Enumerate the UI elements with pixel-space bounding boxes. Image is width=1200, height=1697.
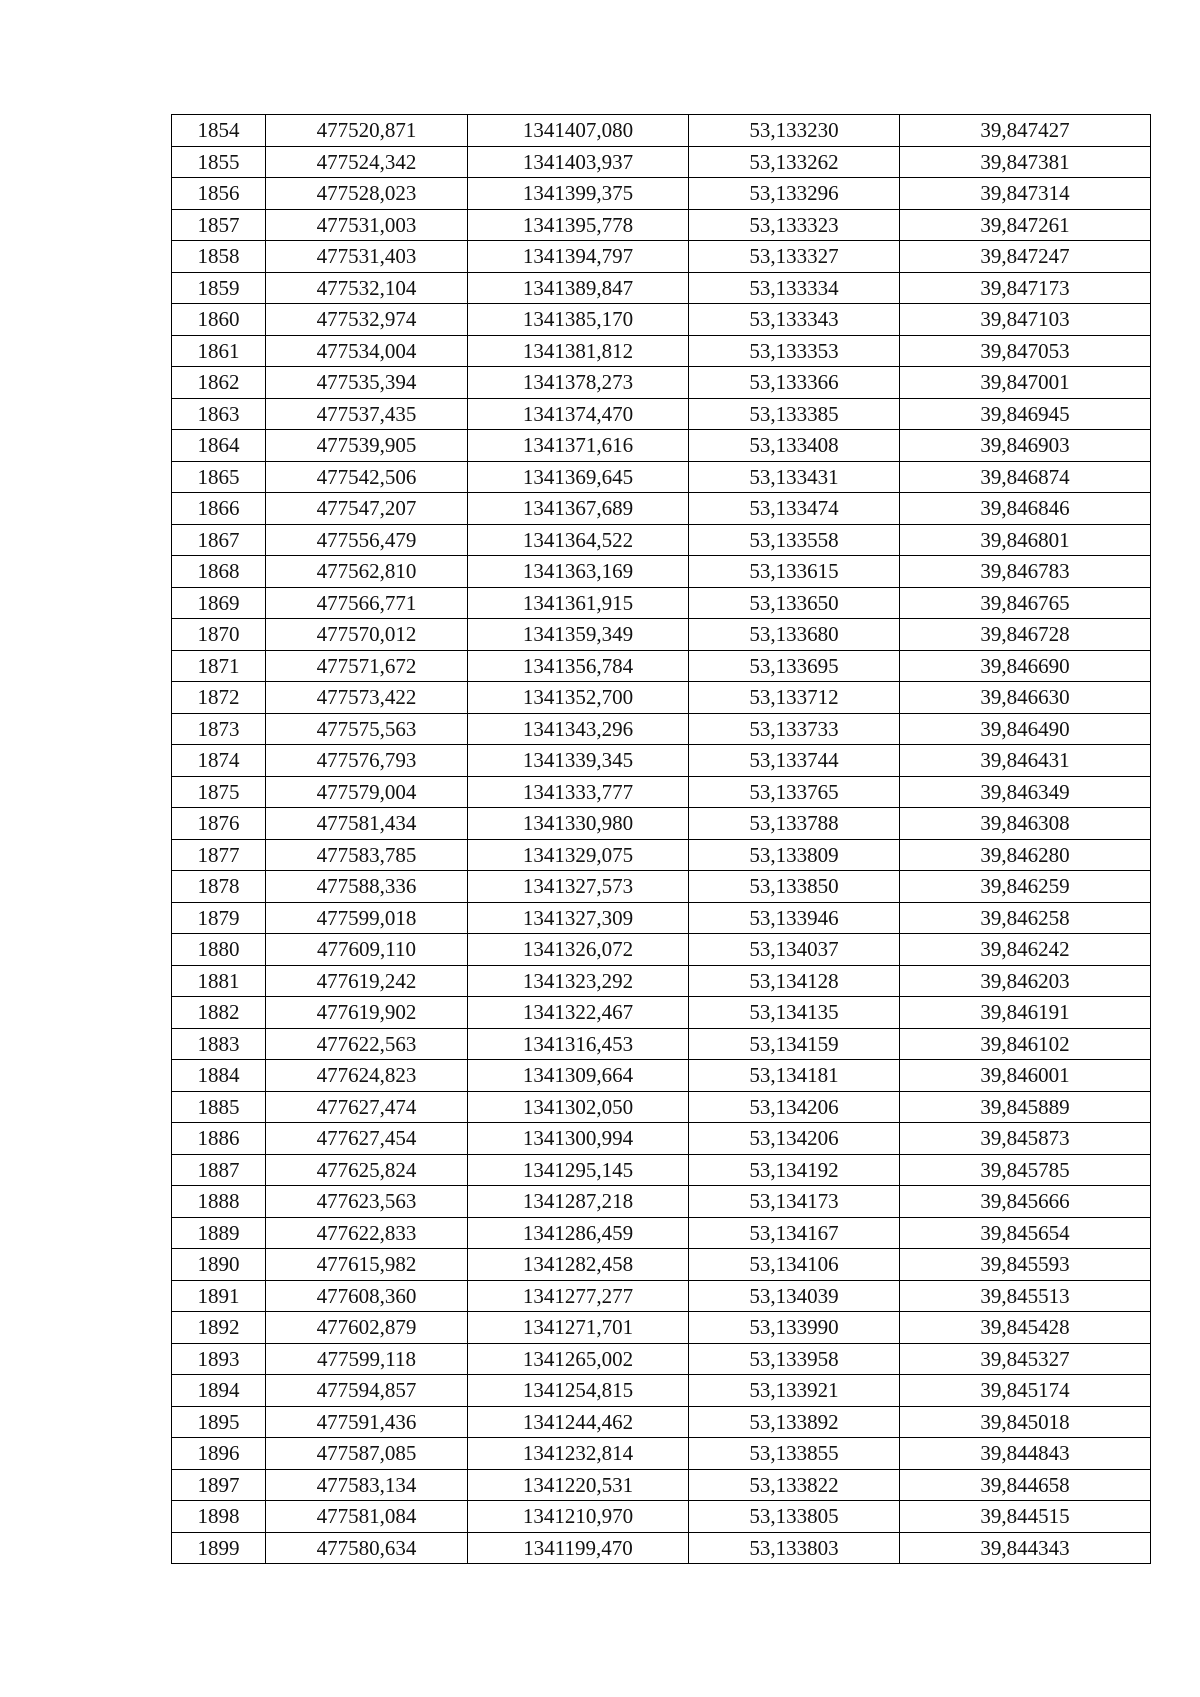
longitude-cell: 39,846765 xyxy=(900,587,1151,619)
y-coordinate-cell: 1341309,664 xyxy=(468,1060,689,1092)
x-coordinate-cell: 477627,474 xyxy=(266,1091,468,1123)
x-coordinate-cell: 477528,023 xyxy=(266,178,468,210)
latitude-cell: 53,133385 xyxy=(689,398,900,430)
latitude-cell: 53,133366 xyxy=(689,367,900,399)
point-number-cell: 1897 xyxy=(172,1469,266,1501)
y-coordinate-cell: 1341361,915 xyxy=(468,587,689,619)
table-row xyxy=(172,1343,1151,1375)
y-coordinate-cell: 1341403,937 xyxy=(468,146,689,178)
point-number-cell: 1857 xyxy=(172,209,266,241)
y-coordinate-cell: 1341287,218 xyxy=(468,1186,689,1218)
table-row xyxy=(172,461,1151,493)
point-number-cell: 1891 xyxy=(172,1280,266,1312)
latitude-cell: 53,134192 xyxy=(689,1154,900,1186)
y-coordinate-cell: 1341343,296 xyxy=(468,713,689,745)
table-row xyxy=(172,1154,1151,1186)
table-row xyxy=(172,1375,1151,1407)
longitude-cell: 39,846846 xyxy=(900,493,1151,525)
latitude-cell: 53,133408 xyxy=(689,430,900,462)
x-coordinate-cell: 477599,018 xyxy=(266,902,468,934)
longitude-cell: 39,846258 xyxy=(900,902,1151,934)
x-coordinate-cell: 477615,982 xyxy=(266,1249,468,1281)
latitude-cell: 53,134167 xyxy=(689,1217,900,1249)
table-row xyxy=(172,367,1151,399)
longitude-cell: 39,846945 xyxy=(900,398,1151,430)
y-coordinate-cell: 1341389,847 xyxy=(468,272,689,304)
latitude-cell: 53,133744 xyxy=(689,745,900,777)
point-number-cell: 1863 xyxy=(172,398,266,430)
point-number-cell: 1887 xyxy=(172,1154,266,1186)
y-coordinate-cell: 1341394,797 xyxy=(468,241,689,273)
x-coordinate-cell: 477583,785 xyxy=(266,839,468,871)
longitude-cell: 39,847001 xyxy=(900,367,1151,399)
longitude-cell: 39,845593 xyxy=(900,1249,1151,1281)
table-row xyxy=(172,713,1151,745)
point-number-cell: 1886 xyxy=(172,1123,266,1155)
x-coordinate-cell: 477537,435 xyxy=(266,398,468,430)
table-row xyxy=(172,871,1151,903)
table-row xyxy=(172,934,1151,966)
latitude-cell: 53,133805 xyxy=(689,1501,900,1533)
point-number-cell: 1881 xyxy=(172,965,266,997)
longitude-cell: 39,845174 xyxy=(900,1375,1151,1407)
latitude-cell: 53,134039 xyxy=(689,1280,900,1312)
y-coordinate-cell: 1341265,002 xyxy=(468,1343,689,1375)
longitude-cell: 39,846431 xyxy=(900,745,1151,777)
table-row xyxy=(172,1186,1151,1218)
x-coordinate-cell: 477608,360 xyxy=(266,1280,468,1312)
longitude-cell: 39,847103 xyxy=(900,304,1151,336)
table-row xyxy=(172,965,1151,997)
table-row xyxy=(172,997,1151,1029)
table-row xyxy=(172,1532,1151,1564)
latitude-cell: 53,134135 xyxy=(689,997,900,1029)
x-coordinate-cell: 477623,563 xyxy=(266,1186,468,1218)
x-coordinate-cell: 477531,403 xyxy=(266,241,468,273)
latitude-cell: 53,133809 xyxy=(689,839,900,871)
table-row xyxy=(172,1091,1151,1123)
table-row xyxy=(172,115,1151,147)
x-coordinate-cell: 477562,810 xyxy=(266,556,468,588)
y-coordinate-cell: 1341277,277 xyxy=(468,1280,689,1312)
table-row xyxy=(172,1406,1151,1438)
latitude-cell: 53,133334 xyxy=(689,272,900,304)
longitude-cell: 39,844843 xyxy=(900,1438,1151,1470)
x-coordinate-cell: 477566,771 xyxy=(266,587,468,619)
x-coordinate-cell: 477622,563 xyxy=(266,1028,468,1060)
longitude-cell: 39,846259 xyxy=(900,871,1151,903)
x-coordinate-cell: 477575,563 xyxy=(266,713,468,745)
longitude-cell: 39,845666 xyxy=(900,1186,1151,1218)
table-row xyxy=(172,304,1151,336)
x-coordinate-cell: 477581,434 xyxy=(266,808,468,840)
y-coordinate-cell: 1341323,292 xyxy=(468,965,689,997)
y-coordinate-cell: 1341399,375 xyxy=(468,178,689,210)
x-coordinate-cell: 477524,342 xyxy=(266,146,468,178)
longitude-cell: 39,846102 xyxy=(900,1028,1151,1060)
point-number-cell: 1882 xyxy=(172,997,266,1029)
x-coordinate-cell: 477594,857 xyxy=(266,1375,468,1407)
x-coordinate-cell: 477581,084 xyxy=(266,1501,468,1533)
y-coordinate-cell: 1341378,273 xyxy=(468,367,689,399)
x-coordinate-cell: 477591,436 xyxy=(266,1406,468,1438)
table-row xyxy=(172,587,1151,619)
longitude-cell: 39,846783 xyxy=(900,556,1151,588)
table-row xyxy=(172,146,1151,178)
point-number-cell: 1899 xyxy=(172,1532,266,1564)
x-coordinate-cell: 477534,004 xyxy=(266,335,468,367)
longitude-cell: 39,847173 xyxy=(900,272,1151,304)
point-number-cell: 1855 xyxy=(172,146,266,178)
y-coordinate-cell: 1341316,453 xyxy=(468,1028,689,1060)
point-number-cell: 1864 xyxy=(172,430,266,462)
point-number-cell: 1893 xyxy=(172,1343,266,1375)
y-coordinate-cell: 1341327,309 xyxy=(468,902,689,934)
longitude-cell: 39,847053 xyxy=(900,335,1151,367)
y-coordinate-cell: 1341367,689 xyxy=(468,493,689,525)
longitude-cell: 39,846728 xyxy=(900,619,1151,651)
table-row xyxy=(172,209,1151,241)
longitude-cell: 39,846242 xyxy=(900,934,1151,966)
point-number-cell: 1888 xyxy=(172,1186,266,1218)
point-number-cell: 1870 xyxy=(172,619,266,651)
point-number-cell: 1871 xyxy=(172,650,266,682)
point-number-cell: 1872 xyxy=(172,682,266,714)
table-row xyxy=(172,178,1151,210)
table-row xyxy=(172,1249,1151,1281)
x-coordinate-cell: 477547,207 xyxy=(266,493,468,525)
x-coordinate-cell: 477619,242 xyxy=(266,965,468,997)
latitude-cell: 53,134206 xyxy=(689,1123,900,1155)
y-coordinate-cell: 1341210,970 xyxy=(468,1501,689,1533)
latitude-cell: 53,133230 xyxy=(689,115,900,147)
latitude-cell: 53,133323 xyxy=(689,209,900,241)
longitude-cell: 39,846203 xyxy=(900,965,1151,997)
y-coordinate-cell: 1341330,980 xyxy=(468,808,689,840)
latitude-cell: 53,134037 xyxy=(689,934,900,966)
longitude-cell: 39,844515 xyxy=(900,1501,1151,1533)
point-number-cell: 1868 xyxy=(172,556,266,588)
x-coordinate-cell: 477576,793 xyxy=(266,745,468,777)
longitude-cell: 39,846349 xyxy=(900,776,1151,808)
point-number-cell: 1858 xyxy=(172,241,266,273)
y-coordinate-cell: 1341199,470 xyxy=(468,1532,689,1564)
point-number-cell: 1879 xyxy=(172,902,266,934)
point-number-cell: 1876 xyxy=(172,808,266,840)
longitude-cell: 39,845513 xyxy=(900,1280,1151,1312)
table-row xyxy=(172,776,1151,808)
x-coordinate-cell: 477599,118 xyxy=(266,1343,468,1375)
point-number-cell: 1875 xyxy=(172,776,266,808)
latitude-cell: 53,133353 xyxy=(689,335,900,367)
point-number-cell: 1862 xyxy=(172,367,266,399)
latitude-cell: 53,133892 xyxy=(689,1406,900,1438)
y-coordinate-cell: 1341364,522 xyxy=(468,524,689,556)
x-coordinate-cell: 477573,422 xyxy=(266,682,468,714)
longitude-cell: 39,846191 xyxy=(900,997,1151,1029)
x-coordinate-cell: 477609,110 xyxy=(266,934,468,966)
x-coordinate-cell: 477539,905 xyxy=(266,430,468,462)
latitude-cell: 53,133431 xyxy=(689,461,900,493)
x-coordinate-cell: 477579,004 xyxy=(266,776,468,808)
longitude-cell: 39,846001 xyxy=(900,1060,1151,1092)
y-coordinate-cell: 1341407,080 xyxy=(468,115,689,147)
latitude-cell: 53,134159 xyxy=(689,1028,900,1060)
latitude-cell: 53,133680 xyxy=(689,619,900,651)
point-number-cell: 1856 xyxy=(172,178,266,210)
point-number-cell: 1859 xyxy=(172,272,266,304)
y-coordinate-cell: 1341220,531 xyxy=(468,1469,689,1501)
longitude-cell: 39,846280 xyxy=(900,839,1151,871)
latitude-cell: 53,133296 xyxy=(689,178,900,210)
table-row xyxy=(172,556,1151,588)
table-row xyxy=(172,1123,1151,1155)
y-coordinate-cell: 1341271,701 xyxy=(468,1312,689,1344)
x-coordinate-cell: 477588,336 xyxy=(266,871,468,903)
longitude-cell: 39,845785 xyxy=(900,1154,1151,1186)
point-number-cell: 1877 xyxy=(172,839,266,871)
longitude-cell: 39,844658 xyxy=(900,1469,1151,1501)
table-row xyxy=(172,1028,1151,1060)
y-coordinate-cell: 1341300,994 xyxy=(468,1123,689,1155)
latitude-cell: 53,133921 xyxy=(689,1375,900,1407)
table-row xyxy=(172,241,1151,273)
table-row xyxy=(172,272,1151,304)
latitude-cell: 53,133558 xyxy=(689,524,900,556)
point-number-cell: 1873 xyxy=(172,713,266,745)
longitude-cell: 39,846690 xyxy=(900,650,1151,682)
x-coordinate-cell: 477583,134 xyxy=(266,1469,468,1501)
y-coordinate-cell: 1341302,050 xyxy=(468,1091,689,1123)
x-coordinate-cell: 477571,672 xyxy=(266,650,468,682)
latitude-cell: 53,133958 xyxy=(689,1343,900,1375)
point-number-cell: 1866 xyxy=(172,493,266,525)
y-coordinate-cell: 1341329,075 xyxy=(468,839,689,871)
longitude-cell: 39,847261 xyxy=(900,209,1151,241)
point-number-cell: 1883 xyxy=(172,1028,266,1060)
x-coordinate-cell: 477520,871 xyxy=(266,115,468,147)
latitude-cell: 53,133615 xyxy=(689,556,900,588)
table-row xyxy=(172,524,1151,556)
latitude-cell: 53,133788 xyxy=(689,808,900,840)
point-number-cell: 1861 xyxy=(172,335,266,367)
longitude-cell: 39,845327 xyxy=(900,1343,1151,1375)
longitude-cell: 39,846903 xyxy=(900,430,1151,462)
table-row xyxy=(172,1312,1151,1344)
longitude-cell: 39,846874 xyxy=(900,461,1151,493)
y-coordinate-cell: 1341327,573 xyxy=(468,871,689,903)
y-coordinate-cell: 1341254,815 xyxy=(468,1375,689,1407)
x-coordinate-cell: 477580,634 xyxy=(266,1532,468,1564)
coordinates-table xyxy=(171,114,1151,1564)
latitude-cell: 53,133650 xyxy=(689,587,900,619)
table-row xyxy=(172,682,1151,714)
table-row xyxy=(172,619,1151,651)
y-coordinate-cell: 1341295,145 xyxy=(468,1154,689,1186)
x-coordinate-cell: 477602,879 xyxy=(266,1312,468,1344)
x-coordinate-cell: 477556,479 xyxy=(266,524,468,556)
table-row xyxy=(172,1060,1151,1092)
latitude-cell: 53,134173 xyxy=(689,1186,900,1218)
latitude-cell: 53,134106 xyxy=(689,1249,900,1281)
y-coordinate-cell: 1341282,458 xyxy=(468,1249,689,1281)
latitude-cell: 53,133946 xyxy=(689,902,900,934)
y-coordinate-cell: 1341286,459 xyxy=(468,1217,689,1249)
table-row xyxy=(172,745,1151,777)
latitude-cell: 53,133855 xyxy=(689,1438,900,1470)
point-number-cell: 1889 xyxy=(172,1217,266,1249)
x-coordinate-cell: 477625,824 xyxy=(266,1154,468,1186)
longitude-cell: 39,846490 xyxy=(900,713,1151,745)
table-row xyxy=(172,1469,1151,1501)
x-coordinate-cell: 477627,454 xyxy=(266,1123,468,1155)
latitude-cell: 53,133765 xyxy=(689,776,900,808)
point-number-cell: 1894 xyxy=(172,1375,266,1407)
y-coordinate-cell: 1341363,169 xyxy=(468,556,689,588)
point-number-cell: 1867 xyxy=(172,524,266,556)
point-number-cell: 1898 xyxy=(172,1501,266,1533)
coordinates-table-body xyxy=(172,115,1151,1564)
longitude-cell: 39,845889 xyxy=(900,1091,1151,1123)
longitude-cell: 39,846308 xyxy=(900,808,1151,840)
latitude-cell: 53,133262 xyxy=(689,146,900,178)
table-row xyxy=(172,493,1151,525)
y-coordinate-cell: 1341352,700 xyxy=(468,682,689,714)
table-row xyxy=(172,335,1151,367)
point-number-cell: 1878 xyxy=(172,871,266,903)
y-coordinate-cell: 1341232,814 xyxy=(468,1438,689,1470)
y-coordinate-cell: 1341322,467 xyxy=(468,997,689,1029)
longitude-cell: 39,847247 xyxy=(900,241,1151,273)
point-number-cell: 1885 xyxy=(172,1091,266,1123)
y-coordinate-cell: 1341339,345 xyxy=(468,745,689,777)
latitude-cell: 53,133695 xyxy=(689,650,900,682)
x-coordinate-cell: 477619,902 xyxy=(266,997,468,1029)
latitude-cell: 53,133474 xyxy=(689,493,900,525)
longitude-cell: 39,847427 xyxy=(900,115,1151,147)
point-number-cell: 1865 xyxy=(172,461,266,493)
latitude-cell: 53,133822 xyxy=(689,1469,900,1501)
table-row xyxy=(172,1438,1151,1470)
table-row xyxy=(172,430,1151,462)
x-coordinate-cell: 477622,833 xyxy=(266,1217,468,1249)
table-row xyxy=(172,650,1151,682)
point-number-cell: 1896 xyxy=(172,1438,266,1470)
y-coordinate-cell: 1341356,784 xyxy=(468,650,689,682)
latitude-cell: 53,133327 xyxy=(689,241,900,273)
y-coordinate-cell: 1341381,812 xyxy=(468,335,689,367)
y-coordinate-cell: 1341385,170 xyxy=(468,304,689,336)
x-coordinate-cell: 477570,012 xyxy=(266,619,468,651)
point-number-cell: 1884 xyxy=(172,1060,266,1092)
point-number-cell: 1880 xyxy=(172,934,266,966)
latitude-cell: 53,134181 xyxy=(689,1060,900,1092)
x-coordinate-cell: 477624,823 xyxy=(266,1060,468,1092)
y-coordinate-cell: 1341333,777 xyxy=(468,776,689,808)
longitude-cell: 39,846801 xyxy=(900,524,1151,556)
point-number-cell: 1874 xyxy=(172,745,266,777)
table-row xyxy=(172,902,1151,934)
latitude-cell: 53,133803 xyxy=(689,1532,900,1564)
x-coordinate-cell: 477587,085 xyxy=(266,1438,468,1470)
y-coordinate-cell: 1341374,470 xyxy=(468,398,689,430)
point-number-cell: 1892 xyxy=(172,1312,266,1344)
longitude-cell: 39,847314 xyxy=(900,178,1151,210)
y-coordinate-cell: 1341369,645 xyxy=(468,461,689,493)
longitude-cell: 39,846630 xyxy=(900,682,1151,714)
y-coordinate-cell: 1341395,778 xyxy=(468,209,689,241)
longitude-cell: 39,847381 xyxy=(900,146,1151,178)
x-coordinate-cell: 477542,506 xyxy=(266,461,468,493)
latitude-cell: 53,134206 xyxy=(689,1091,900,1123)
table-row xyxy=(172,839,1151,871)
y-coordinate-cell: 1341359,349 xyxy=(468,619,689,651)
latitude-cell: 53,133990 xyxy=(689,1312,900,1344)
y-coordinate-cell: 1341244,462 xyxy=(468,1406,689,1438)
x-coordinate-cell: 477531,003 xyxy=(266,209,468,241)
point-number-cell: 1854 xyxy=(172,115,266,147)
latitude-cell: 53,133733 xyxy=(689,713,900,745)
x-coordinate-cell: 477532,974 xyxy=(266,304,468,336)
longitude-cell: 39,844343 xyxy=(900,1532,1151,1564)
table-row xyxy=(172,1501,1151,1533)
latitude-cell: 53,133712 xyxy=(689,682,900,714)
table-row xyxy=(172,398,1151,430)
latitude-cell: 53,134128 xyxy=(689,965,900,997)
point-number-cell: 1869 xyxy=(172,587,266,619)
longitude-cell: 39,845428 xyxy=(900,1312,1151,1344)
table-row xyxy=(172,1280,1151,1312)
point-number-cell: 1895 xyxy=(172,1406,266,1438)
table-row xyxy=(172,808,1151,840)
x-coordinate-cell: 477535,394 xyxy=(266,367,468,399)
table-row xyxy=(172,1217,1151,1249)
latitude-cell: 53,133343 xyxy=(689,304,900,336)
point-number-cell: 1890 xyxy=(172,1249,266,1281)
latitude-cell: 53,133850 xyxy=(689,871,900,903)
longitude-cell: 39,845873 xyxy=(900,1123,1151,1155)
longitude-cell: 39,845654 xyxy=(900,1217,1151,1249)
y-coordinate-cell: 1341326,072 xyxy=(468,934,689,966)
point-number-cell: 1860 xyxy=(172,304,266,336)
x-coordinate-cell: 477532,104 xyxy=(266,272,468,304)
longitude-cell: 39,845018 xyxy=(900,1406,1151,1438)
y-coordinate-cell: 1341371,616 xyxy=(468,430,689,462)
